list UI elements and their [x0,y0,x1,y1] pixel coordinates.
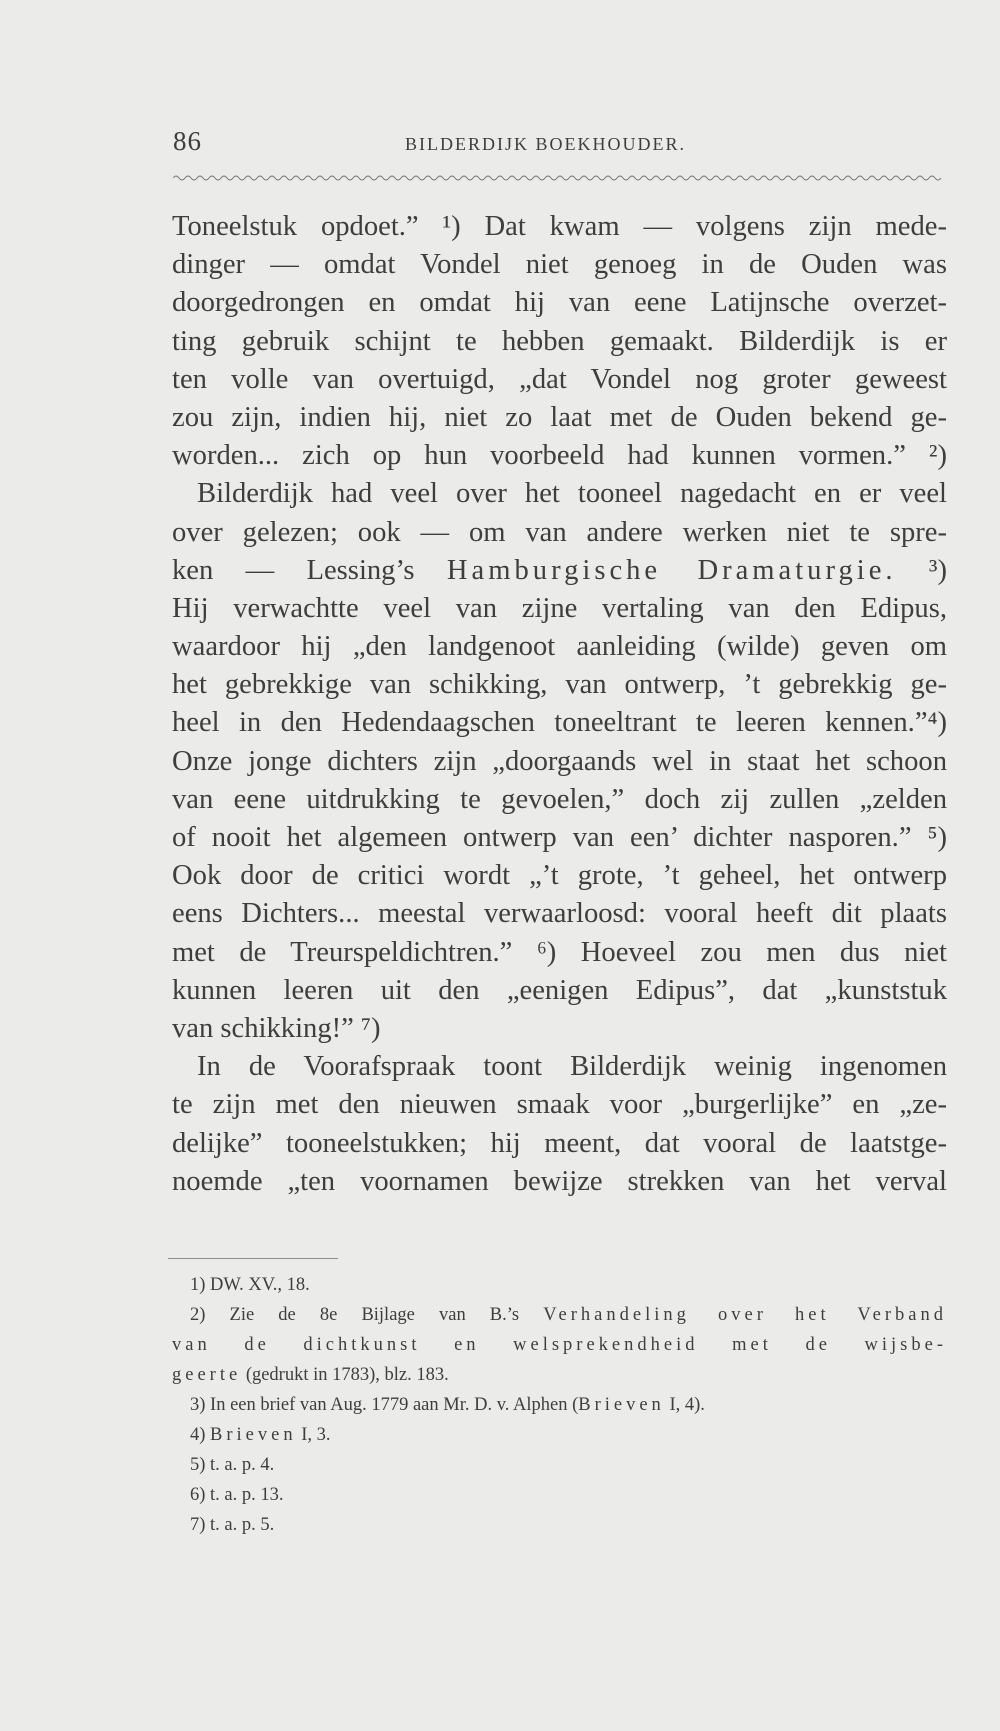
footnote-text: I, 3. [301,1425,331,1445]
text-line: waardoor hij „den landgenoot aanleiding (wilde) geven om [172,631,947,663]
text-line: of nooit het algemeen ontwerp van een’ dichter nasporen.” ⁵) [172,822,947,853]
text-line: kunnen leeren uit den „eenigen Edipus”, dat „kunststuk [172,974,947,1006]
text-line: doorgedrongen en omdat hij van eene Latijnsche overzet- [172,287,947,319]
text-line: eens Dichters... meestal verwaarloosd: vooral heeft dit plaats [172,898,947,930]
text-line: delijke” tooneelstukken; hij meent, dat vooral de laatstge- [172,1127,947,1159]
book-title-spaced: Hamburgische Dramaturgie. [446,554,897,586]
footnote-1: 1) DW. XV., 18. [190,1275,310,1295]
text-line: worden... zich op hun voorbeeld had kunnen vormen.” ²) [172,440,947,472]
footnote-text: 2) Zie de 8e Bijlage van B.’s [190,1305,520,1325]
text-line: Toneelstuk opdoet.” ¹) Dat kwam — volgens zijn mede- [172,211,947,242]
text-line: van eene uitdrukking te gevoelen,” doch zij zullen „zelden [172,783,947,815]
footnote-7: 7) t. a. p. 5. [190,1515,275,1535]
text-line: het gebrekkige van schikking, van ontwerp, ’t gebrekkig ge- [172,669,947,701]
text-line: In de Voorafspraak toont Bilderdijk weinig ingenomen [197,1051,947,1083]
text-line: te zijn met den nieuwen smaak voor „burgerlijke” en „ze- [172,1089,947,1121]
footnote-5: 5) t. a. p. 4. [190,1455,275,1475]
footnote-text: I, 4). [669,1395,705,1415]
footnote-3 [172,1390,947,1420]
text-line: noemde „ten voornamen bewijze strekken van het verval [172,1165,947,1197]
text-line [172,552,947,590]
footnote-title-spaced: Brieven [210,1425,297,1445]
footnote-title-spaced: Brieven [578,1395,665,1415]
header-wavy-rule [173,172,945,184]
text-line: dinger — omdat Vondel niet genoeg in de Ouden was [172,249,947,281]
text-line: ting gebruik schijnt te hebben gemaakt. Bilderdijk is er [172,325,947,357]
running-head: BILDERDIJK BOEKHOUDER. [405,134,686,154]
text-line: zou zijn, indien hij, niet zo laat met de Ouden bekend ge- [172,401,947,433]
footnote-2-continued: van de dichtkunst en welsprekendheid met de wijsbe- [172,1335,947,1355]
page-header [173,126,943,166]
body-text [172,208,947,1201]
footnote-text: 4) [190,1425,206,1445]
footnote-4 [172,1420,947,1450]
footnote-2-end [172,1360,947,1390]
footnote-text: (gedrukt in 1783), blz. 183. [245,1365,449,1385]
footnote-divider [168,1258,338,1259]
text-line: heel in den Hedendaagschen toneeltrant te leeren kennen.”⁴) [172,707,947,739]
footnote-ref: ³) [928,554,948,586]
footnote-6: 6) t. a. p. 13. [190,1485,284,1505]
footnote-title-spaced: Verhandeling over het Verband [543,1305,948,1325]
page-number: 86 [173,126,202,156]
footnote-title-spaced: geerte [172,1365,242,1385]
text-segment: ken — Lessing’s [172,554,415,586]
text-line: Bilderdijk had veel over het tooneel nagedacht en er veel [197,478,947,510]
text-line: Ook door de critici wordt „’t grote, ’t geheel, het ontwerp [172,860,947,892]
text-line: Hij verwachtte veel van zijne vertaling van den Edipus, [172,592,947,624]
text-line: van schikking!” ⁷) [172,1012,381,1044]
footnote-text: 3) In een brief van Aug. 1779 aan Mr. D. v. Alphen ( [190,1395,579,1415]
text-line: Onze jonge dichters zijn „doorgaands wel in staat het schoon [172,745,947,777]
text-line: ten volle van overtuigd, „dat Vondel nog groter geweest [172,363,947,395]
footnotes [172,1270,947,1540]
text-line: met de Treurspeldichtren.” ⁶) Hoeveel zou men dus niet [172,936,947,968]
footnote-2 [172,1300,947,1330]
text-line: over gelezen; ook — om van andere werken niet te spre- [172,516,947,548]
